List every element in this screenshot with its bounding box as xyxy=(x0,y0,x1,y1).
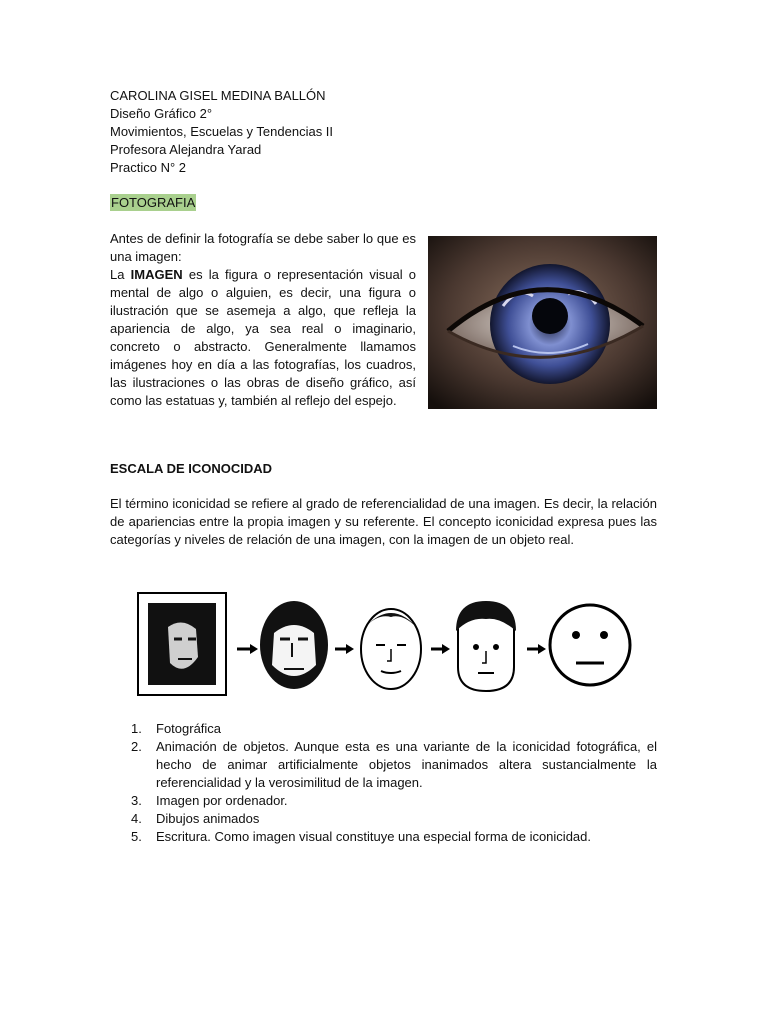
iconicity-scale-figure xyxy=(134,587,654,705)
subject-name: Movimientos, Escuelas y Tendencias II xyxy=(110,124,334,139)
intro-sentence: Antes de definir la fotografía se debe saber lo que es una imagen: xyxy=(110,231,416,264)
course-name: Diseño Gráfico 2° xyxy=(110,106,213,121)
teacher-name: Profesora Alejandra Yarad xyxy=(110,142,262,157)
document-header xyxy=(110,87,510,177)
list-item: 5. Escritura. Como imagen visual constituye una especial forma de iconicidad. xyxy=(131,829,591,844)
iconicity-levels-list xyxy=(110,720,657,846)
imagen-bold-term: IMAGEN xyxy=(130,267,183,282)
iconicity-faces-illustration xyxy=(134,587,654,705)
author-name: CAROLINA GISEL MEDINA BALLÓN xyxy=(110,88,326,103)
list-item: 3. Imagen por ordenador. xyxy=(131,793,288,808)
eye-illustration xyxy=(428,236,657,409)
eye-photo xyxy=(428,236,657,409)
section-title-fotografia: FOTOGRAFIA xyxy=(111,195,196,210)
intro-paragraph xyxy=(110,230,416,410)
section-title-iconicidad: ESCALA DE ICONOCIDAD xyxy=(110,461,273,476)
imagen-definition: La IMAGEN es la figura o representación visual o mental de algo o alguien, es decir, una figura o ilustración que se asemeja a algo, que refleja la apariencia de algo, ya sea real o imaginario, concreto o abstracto. Generalmente llamamos imágenes hoy en día a las fotografías, los cuadros, las ilustraciones o las obras de diseño gráfico, así como las estatuas y, también al reflejo del espejo. xyxy=(110,267,416,408)
iconicidad-paragraph: El término iconicidad se refiere al grado de referencialidad de una imagen. Es decir, la relación de apariencias entre la propia imagen y su referente. El concepto iconicidad expresa pues las categorías y niveles de relación de una imagen, con la imagen de un objeto real. xyxy=(110,496,657,547)
list-item: 4. Dibujos animados xyxy=(131,811,260,826)
list-item: 1. Fotográfica xyxy=(131,721,222,736)
practice-number: Practico N° 2 xyxy=(110,160,187,175)
list-item: 2. Animación de objetos. Aunque esta es una variante de la iconicidad fotográfica, el hecho de animar artificialmente objetos inanimados altera sustancialmente la referencialidad y la verosimilitud de la imagen. xyxy=(131,739,657,790)
